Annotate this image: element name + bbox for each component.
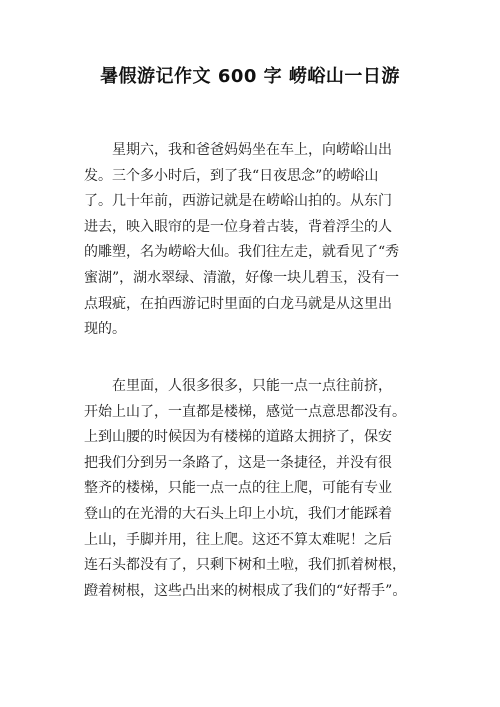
paragraph-line: 的雕塑，名为崂峪大仙。我们往左走，就看见了“秀 [84,244,400,261]
paragraph-line: 整齐的楼梯，只能一点一点的往上爬，可能有专业 [84,480,392,497]
paragraph-line: 开始上山了，一直都是楼梯，感觉一点意思都没有。 [84,403,406,420]
paragraph-1 [84,138,420,343]
paragraph-line: 了。几十年前，西游记就是在崂峪山拍的。从东门 [84,193,392,210]
paragraph-line: 星期六，我和爸爸妈妈坐在车上，向崂峪山出 [112,142,392,158]
paragraph-line: 把我们分到另一条路了，这是一条捷径，并没有很 [84,454,392,471]
paragraph-2 [84,374,420,604]
paragraph-line: 上到山腰的时候因为有楼梯的道路太拥挤了，保安 [84,429,392,446]
paragraph-line: 登山的在光滑的大石头上印上小坑，我们才能踩着 [84,505,392,522]
document-title: 暑假游记作文 600 字 崂峪山一日游 [100,66,400,87]
paragraph-line: 上山，手脚并用，往上爬。这还不算太难呢！之后 [84,531,392,548]
paragraph-line: 点瑕疵，在拍西游记时里面的白龙马就是从这里出 [84,295,392,312]
paragraph-line: 蜜湖”，湖水翠绿、清澈，好像一块儿碧玉，没有一 [84,269,400,286]
paragraph-line: 发。三个多小时后，到了我“日夜思念”的崂峪山 [84,167,379,184]
paragraph-line: 连石头都没有了，只剩下树和土啦，我们抓着树根， [84,557,406,574]
paragraph-line: 进去，映入眼帘的是一位身着古装，背着浮尘的人 [84,218,392,235]
paragraph-line: 现的。 [84,321,126,338]
paragraph-line: 蹬着树根，这些凸出来的树根成了我们的“好帮手”。 [84,582,407,599]
paragraph-line: 在里面，人很多很多，只能一点一点往前挤， [112,378,392,394]
